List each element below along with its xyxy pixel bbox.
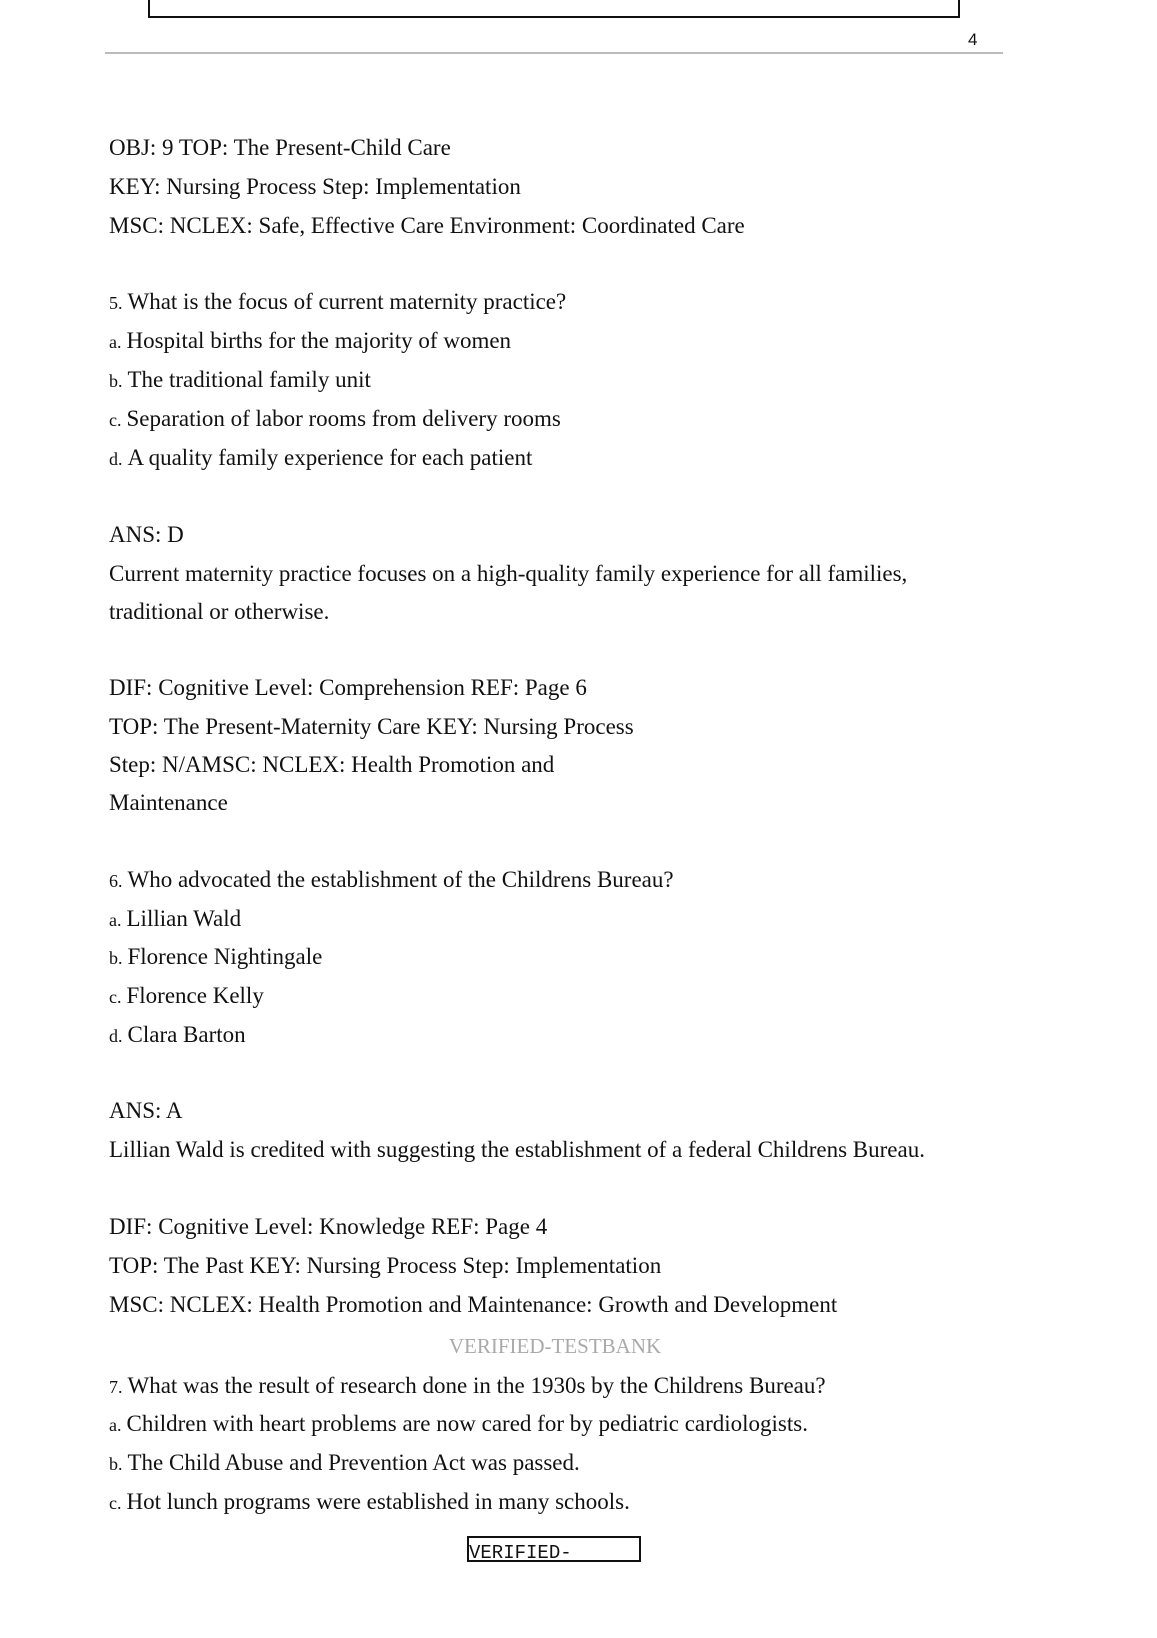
option-letter: c. <box>109 1493 122 1513</box>
option-letter: d. <box>109 449 123 469</box>
meta-line: OBJ: 9 TOP: The Present-Child Care <box>109 135 451 160</box>
option-text: Hospital births for the majority of women <box>126 328 512 353</box>
option-text: The traditional family unit <box>127 367 371 392</box>
option-text: The Child Abuse and Prevention Act was passed. <box>127 1450 580 1475</box>
question-number: 5. <box>109 293 123 313</box>
option-letter: b. <box>109 371 123 391</box>
option-letter: a. <box>109 1415 122 1435</box>
meta-line: DIF: Cognitive Level: Knowledge REF: Page 4 <box>109 1214 548 1239</box>
option-text: Hot lunch programs were established in many schools. <box>126 1489 630 1514</box>
option-letter: a. <box>109 332 122 352</box>
rationale: Lillian Wald is credited with suggesting the establishment of a federal Childrens Bureau. <box>109 1137 925 1162</box>
option <box>109 366 371 395</box>
option <box>109 905 241 934</box>
meta-line: Step: N/AMSC: NCLEX: Health Promotion and <box>109 752 555 777</box>
rationale: Current maternity practice focuses on a high-quality family experience for all families, <box>109 561 908 586</box>
option <box>109 444 532 473</box>
page-number: 4 <box>968 30 978 49</box>
answer: ANS: A <box>109 1098 183 1123</box>
question-text: What was the result of research done in the 1930s by the Childrens Bureau? <box>127 1373 826 1398</box>
option-letter: a. <box>109 910 122 930</box>
option-text: Separation of labor rooms from delivery rooms <box>126 406 561 431</box>
option <box>109 1410 808 1439</box>
option-letter: d. <box>109 1026 123 1046</box>
option-text: Florence Nightingale <box>127 944 323 969</box>
question-7 <box>109 1372 826 1401</box>
option-text: Florence Kelly <box>126 983 264 1008</box>
meta-line: TOP: The Present-Maternity Care KEY: Nursing Process <box>109 714 634 739</box>
meta-line: KEY: Nursing Process Step: Implementation <box>109 174 521 199</box>
option <box>109 1488 630 1517</box>
rationale: traditional or otherwise. <box>109 599 330 624</box>
option-text: A quality family experience for each patient <box>127 445 533 470</box>
question-6 <box>109 866 674 895</box>
question-5 <box>109 288 566 317</box>
meta-line: DIF: Cognitive Level: Comprehension REF: Page 6 <box>109 675 587 700</box>
watermark: VERIFIED-TESTBANK <box>448 1334 662 1358</box>
question-text: Who advocated the establishment of the Childrens Bureau? <box>127 867 674 892</box>
question-text: What is the focus of current maternity practice? <box>127 289 567 314</box>
option <box>109 1449 580 1478</box>
option-text: Clara Barton <box>127 1022 246 1047</box>
option <box>109 405 561 434</box>
option <box>109 943 322 972</box>
meta-line: TOP: The Past KEY: Nursing Process Step: Implementation <box>109 1253 662 1278</box>
option <box>109 982 264 1011</box>
meta-line: MSC: NCLEX: Safe, Effective Care Environment: Coordinated Care <box>109 213 745 238</box>
option-text: Lillian Wald <box>126 906 242 931</box>
meta-line: Maintenance <box>109 790 228 815</box>
option-letter: b. <box>109 948 123 968</box>
footer-stamp: VERIFIED- <box>467 1536 641 1562</box>
meta-line: MSC: NCLEX: Health Promotion and Maintenance: Growth and Development <box>109 1292 838 1317</box>
header-box <box>148 0 960 18</box>
header-rule <box>105 52 1003 54</box>
option-text: Children with heart problems are now cared for by pediatric cardiologists. <box>126 1411 808 1436</box>
option <box>109 1021 246 1050</box>
option <box>109 327 511 356</box>
question-number: 6. <box>109 871 123 891</box>
option-letter: c. <box>109 987 122 1007</box>
question-number: 7. <box>109 1377 123 1397</box>
option-letter: c. <box>109 410 122 430</box>
answer: ANS: D <box>109 522 184 547</box>
option-letter: b. <box>109 1454 123 1474</box>
